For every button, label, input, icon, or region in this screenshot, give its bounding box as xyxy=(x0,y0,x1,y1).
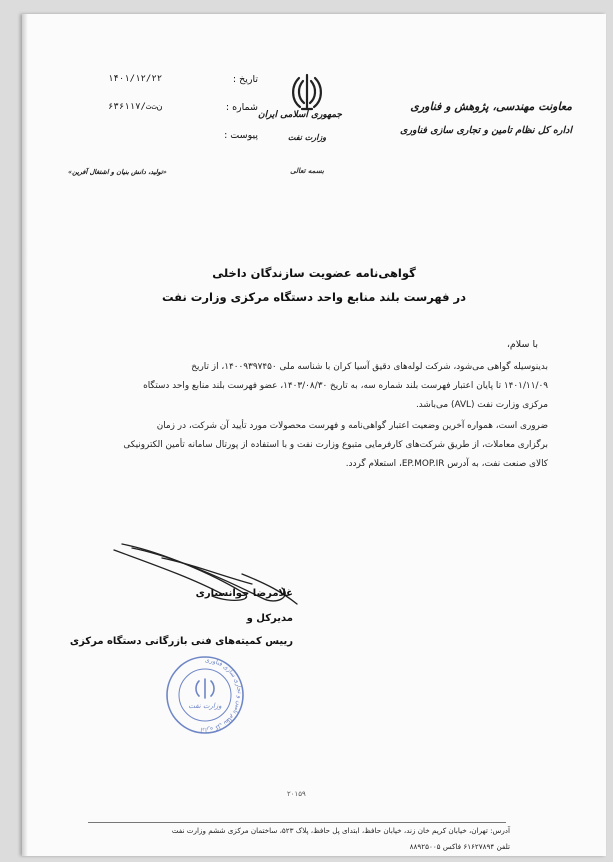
page-mark: ۲۰۱۵۹ xyxy=(287,790,306,798)
signer-name: غلامرضا جوانسیاری xyxy=(195,588,293,599)
number-label: شماره : xyxy=(225,102,258,113)
attachment-label: پیوست : xyxy=(224,130,258,141)
signer-role: مدیرکل و xyxy=(246,613,293,624)
footer-divider xyxy=(88,822,506,823)
date-value: ۱۴۰۱/۱۲/۲۲ xyxy=(108,74,163,84)
letter-page xyxy=(22,14,606,856)
paragraph-line: ۱۴۰۱/۱۱/۰۹ تا پایان اعتبار فهرست بلند شماره سه، به تاریخ ۱۴۰۳/۰۸/۳۰، عضو فهرست بلند منابع واحد دستگاه xyxy=(143,381,548,391)
basmala-tagline: بسمه تعالی xyxy=(290,166,324,175)
date-row xyxy=(108,74,258,90)
attachment-row xyxy=(108,130,258,146)
date-label: تاریخ : xyxy=(232,74,258,85)
country-name: جمهوری اسلامی ایران xyxy=(257,110,342,120)
number-value: ن‌ت‌ت/۶۳۶۱۱۷ xyxy=(108,102,163,112)
paragraph-line: کالای صنعت نفت، به آدرس EP.MOP.IR، استعلام گردد. xyxy=(345,459,548,469)
handwritten-signature xyxy=(92,534,312,614)
ministry-name: وزارت نفت xyxy=(287,132,327,142)
iran-emblem-icon xyxy=(287,72,327,114)
number-row xyxy=(108,102,258,118)
certificate-paragraph xyxy=(78,358,548,415)
paragraph-line: ضروری است، همواره آخرین وضعیت اعتبار گواهی‌نامه و فهرست محصولات مورد تأیید آن شرکت، در زمان xyxy=(156,421,548,431)
paragraph-line: بدینوسیله گواهی می‌شود، شرکت لوله‌های دقیق آسیا کران با شناسه ملی ۱۴۰۰۹۳۹۷۴۵۰، از تاریخ xyxy=(191,362,548,372)
footer-address: آدرس: تهران، خیابان کریم خان زند، خیابان حافظ، ابتدای پل حافظ، پلاک ۵۲۳، ساختمان مرکزی ششم وزارت نفت xyxy=(171,826,510,835)
svg-text:اداره کل نظام تامین و تجاری سا xyxy=(200,657,243,733)
official-stamp xyxy=(164,654,246,736)
notice-paragraph xyxy=(78,417,548,474)
signer-committee: رییس کمیته‌های فنی بازرگانی دستگاه مرکزی xyxy=(69,636,293,647)
greeting: با سلام، xyxy=(506,339,538,350)
paragraph-line: مرکزی وزارت نفت (AVL) می‌باشد. xyxy=(415,400,548,410)
department-name: اداره کل نظام تامین و تجاری سازی فناوری xyxy=(400,125,572,136)
deputy-title: معاونت مهندسی، پژوهش و فناوری xyxy=(410,100,572,113)
certificate-title: گواهی‌نامه عضویت سازندگان داخلی xyxy=(212,266,416,280)
stamp-ring-text: اداره کل نظام تامین و تجاری سازی فناوری xyxy=(200,656,243,734)
stamp-emblem-icon xyxy=(196,679,214,698)
paragraph-line: برگزاری معاملات، از طریق شرکت‌های کارفرمایی متبوع وزارت نفت و با استفاده از پورتال سامانه تأمین الکترونیکی xyxy=(123,440,548,450)
footer-phones: تلفن ۶۱۶۲۷۸۹۴ فاکس ۸۸۹۲۵۰۰۵ xyxy=(409,842,510,851)
stamp-center-text: وزارت نفت xyxy=(188,702,222,710)
year-slogan: «تولید، دانش بنیان و اشتغال آفرین» xyxy=(68,168,167,176)
certificate-subtitle: در فهرست بلند منابع واحد دستگاه مرکزی وزارت نفت xyxy=(162,290,466,304)
